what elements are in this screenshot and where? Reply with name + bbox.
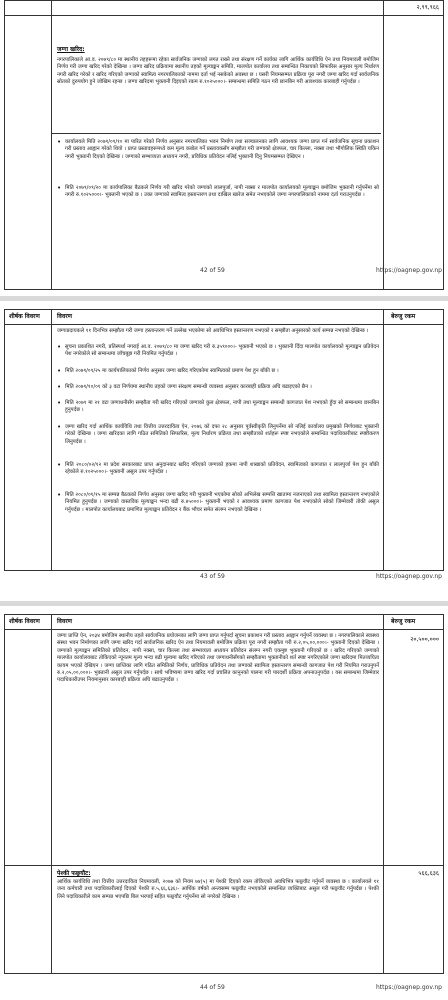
column-divider <box>383 310 384 570</box>
column-divider <box>51 310 52 570</box>
header-cell: विवरण <box>57 618 73 625</box>
list-item: • मिति २०७९/०९/२० मा कार्यपालिका बैठकले निर्णय गरी खरिद गरेको जग्गाको लालपुर्जा, नापी नक्सा र मालपोत कार्यालयको मूल्याङ्कन बमोजिम भुक्तानी गर्नुपर्नेमा सो नगरी रु.१०२५०००।- भुक्तानी भएको छ । उक्त जग्गाको स्वामित्व हस्तान्तरण तथा दाखिल खारेज समेत नभएकोले जग्गा नगरपालिकाको नाममा दर्ता गराउनुपर्दछ । <box>57 185 379 200</box>
footer-url: https://oagnep.gov.np <box>376 573 442 580</box>
document-page-44 <box>0 606 448 1000</box>
list-item: • मिति २०७९ मा २१ वटा जग्गाधनीसँग सम्झौता गरी खरिद गरिएको जग्गाको कुल क्षेत्रफल, नापी तथा मूल्याङ्कन सम्बन्धी कागजात पेश नभएको हुँदा सो सम्बन्धमा छानबिन हुनुपर्दछ । <box>57 400 379 415</box>
list-item: • मिति २०७९/१०/०१ को ३ वटा निर्णयमा स्थानीय तहको जग्गा संरक्षण सम्बन्धी व्यवस्था अनुसार कारबाही प्रक्रिया अघि बढाइएको छैन । <box>57 384 379 391</box>
amount-cell: २,९९,९६६ <box>416 4 439 11</box>
column-divider <box>51 1 52 289</box>
footer-url: https://oagnep.gov.np <box>376 984 442 991</box>
row-divider <box>5 865 443 866</box>
list-item: • कार्यालयले मिति २०७९/०९/१० मा पारित गरेको निर्णय अनुसार नगरपालिका भवन निर्माण तथा सञ्चालनका लागि आवश्यक जग्गा प्राप्त गर्न सार्वजनिक सूचना प्रकाशन गरी प्रस्ताव आह्वान गरेको थियो । प्राप्त प्रस्तावहरूमध्ये कम मूल्य कबोल गर्ने प्रस्तावकसँग सम्झौता गरी जग्गाको क्षेत्रफल, चार किल्ला, नक्सा तथा भौगोलिक स्थिति यकिन नगरी भुक्तानी दिएको देखिन्छ । जग्गाको सम्भाव्यता अध्ययन नगरी, प्रविधिक प्रतिवेदन नलिई भुक्तानी दिनु नियमसम्मत देखिएन । <box>57 139 379 161</box>
row-divider <box>5 15 443 16</box>
header-cell: विवरण <box>57 313 73 320</box>
page-number: 44 of 59 <box>200 984 225 991</box>
list-item: • मिति २०७९/०९/२५ मा कार्यपालिकाको निर्णय अनुसार जग्गा खरिद गरिएकोमा स्वामित्वको प्रमाण पेश हुन बाँकी छ । <box>57 368 379 375</box>
column-divider <box>51 615 52 973</box>
row-divider <box>51 133 381 134</box>
header-cell: बेरुजु रकम <box>391 618 416 625</box>
header-cell: बेरुजु रकम <box>391 313 416 320</box>
list-item: • मिति २०८०/०२/१२ मा प्रदेश सरकारबाट प्राप्त अनुदानबाट खरिद गरिएको जग्गाको हकमा नापी शाखाको प्रतिवेदन, स्वामित्वको कागजात र लालपुर्जा पेश हुन बाँकी रहेकोले रु.१०२५०००।- भुक्तानी असुल उपर गर्नुपर्दछ । <box>57 462 379 477</box>
page-number: 43 of 59 <box>200 573 225 580</box>
section-paragraph: जग्गाप्रदायकले ११ दिनभित्र सम्झौता गरी जग्गा हस्तान्तरण गर्ने उल्लेख भएकोमा सो अवधिभित्र हस्तान्तरण नभएको र सम्झौता अनुसारको कार्य सम्पन्न नभएको देखिन्छ । <box>57 328 369 334</box>
amount-cell: २०,५००,००० <box>410 636 439 643</box>
section-paragraph: नगरपालिकाले आ.व. २०७९/८० मा स्थानीय तहहरूमा रहेका सार्वजनिक जग्गाको लगत राख्ने तथा संरक्षण गर्ने कार्यका लागि आर्थिक कार्यविधि ऐन तथा नियमावली बमोजिम निर्णय गरी जग्गा खरिद गरेको देखिन्छ । जग्गा खरिद प्रक्रियामा स्थानीय तहको मूल्याङ्कन समिति, मालपोत कार्यालय तथा सम्बन्धित निकायको सिफारिस अनुसार मूल्य निर्धारण नगरी खरिद गरेको र खरिद गरिएको जग्गाको स्वामित्व नगरपालिकाको नाममा दर्ता भई नसकेको अवस्था छ । यसरी नियमसम्मत प्रक्रिया पूरा नगरी जग्गा खरिद गर्दा सार्वजनिक स्रोतको दुरुपयोग हुने जोखिम रहन्छ । जग्गा खरिदमा भुक्तानी दिइएको रकम रु.१०२५०००।- सम्बन्धमा समिति गठन गरी छानबिन गरी आवश्यक कारबाही गर्नुपर्दछ । <box>57 57 379 86</box>
document-page-42 <box>0 0 448 296</box>
list-item: • मिति २०८०/०१/१५ मा सम्पन्न बैठकको निर्णय अनुसार जग्गा खरिद गरी भुक्तानी भएकोमा सोको अभिलेख सम्पत्ति खातामा नजनाएको तथा स्वामित्व हस्तान्तरण नभएकोले नियमित हुनुपर्दछ । जग्गाको वास्तविक मूल्याङ्कन भन्दा बढी रु.४५०००।- भुक्तानी भएको र आवश्यक प्रमाण कागजात पेश नभएकोले सोको जिम्मेवारी तोकी असुल गर्नुपर्दछ । मालपोत कार्यालयबाट प्रमाणित मूल्याङ्कन प्रतिवेदन र बैंक भौचर समेत संलग्न नभएको देखिन्छ । <box>57 492 379 514</box>
list-item: • सूचना प्रकाशित नगरी, प्रतिस्पर्धा नगराई आ.व. २०७९/८० मा जग्गा खरिद गरी रु.३५९०००।- भुक्तानी भएको छ । भुक्तानी दिँदा मालपोत कार्यालयको मूल्याङ्कन प्रतिवेदन पेश नगरेकोले सो सम्बन्धमा जाँचबुझ गरी नियमित गर्नुपर्दछ । <box>57 344 379 359</box>
footer-url: https://oagnep.gov.np <box>376 267 442 274</box>
section-paragraph: आर्थिक कार्यविधि तथा वित्तीय उत्तरदायित्व नियमावली, २०७७ को नियम ७४(५) मा पेश्की दिएको रकम तोकिएको अवधिभित्र फछ्र्यौट गर्नुपर्ने व्यवस्था छ । कार्यालयले ११ जना कर्मचारी तथा पदाधिकारीलाई दिएको पेश्की रु.५,६६,६३६।- आर्थिक वर्षको अन्त्यसम्म फछ्र्यौट नभएकोले सम्बन्धित व्यक्तिबाट असुल गरी फछ्र्यौट गर्नुपर्दछ । पेश्की लिने पदाधिकारीले काम सम्पन्न भएपछि बिल भरपाई सहित फछ्र्यौट गर्नुपर्नेमा सो नगरेको देखिन्छ । <box>57 879 379 900</box>
table-header-row <box>5 310 443 325</box>
audit-table <box>4 614 444 974</box>
page-number: 42 of 59 <box>200 267 225 274</box>
section-title: पेश्की फछ्र्यौट: <box>57 870 91 877</box>
header-cell: शीर्षक विवरण <box>9 618 40 625</box>
audit-table <box>4 0 444 290</box>
list-item: • जग्गा खरिद गर्दा आर्थिक कार्यविधि तथा वित्तीय उत्तरदायित्व ऐन, २०७६ को दफा २८ अनुसार पूर्वस्वीकृति लिनुपर्नेमा सो नलिई कार्यालय प्रमुखको निर्णयबाट भुक्तानी गरेको देखिन्छ । जग्गा खरिदका लागि गठित समितिको सिफारिस, मूल्य निर्धारण प्रक्रिया तथा सम्झौताको शर्तहरू स्पष्ट नभएकोले सम्बन्धित पदाधिकारीबाट स्पष्टीकरण लिनुपर्दछ । <box>57 424 379 446</box>
audit-table <box>4 309 444 571</box>
column-divider <box>383 615 384 973</box>
header-cell: शीर्षक विवरण <box>9 313 40 320</box>
document-page-43 <box>0 301 448 601</box>
amount-cell: ५६६,६३६ <box>418 870 439 877</box>
table-header-row <box>5 615 443 630</box>
section-paragraph: जग्गा प्राप्ति ऐन, २०३४ बमोजिम स्थानीय तहले सार्वजनिक प्रयोजनका लागि जग्गा प्राप्त गर्नुपर्दा सूचना प्रकाशन गरी प्रस्ताव आह्वान गर्नुपर्ने व्यवस्था छ । नगरपालिकाले स्वास्थ्य संस्था भवन निर्माणका लागि जग्गा खरिद गर्दा सार्वजनिक खरिद ऐन तथा नियमावली बमोजिम प्रक्रिया पूरा नगरी सम्झौता गरी रु.२,०५,००,०००।- भुक्तानी दिएको देखिन्छ । जग्गाको मूल्याङ्कन समितिको प्रतिवेदन, नापी नक्सा, चार किल्ला तथा सम्भाव्यता अध्ययन प्रतिवेदन संलग्न नगरी एकमुष्ट भुक्तानी गरिएको छ । खरिद गरिएको जग्गाको मालपोत कार्यालयबाट तोकिएको न्यूनतम मूल्य भन्दा बढी मूल्यमा खरिद गरिएको तथा जग्गाधनीसँगको सम्झौतामा भुक्तानीको शर्त स्पष्ट नगरिएकोले जग्गा खरिदमा मितव्ययिता कायम भएको देखिएन । जग्गा प्राप्तिका लागि गठित समितिको निर्णय, प्राविधिक प्रतिवेदन तथा जग्गाको स्वामित्व हस्तान्तरण सम्बन्धी कागजात पेश गरी नियमित गराउनुपर्ने रु.२,०५,००,०००।- भुक्तानी असुल उपर गर्नुपर्दछ । साथै भविष्यमा जग्गा खरिद गर्दा प्रचलित कानुनको पालना गरी पारदर्शी प्रक्रिया अपनाउनुपर्दछ । यस सम्बन्धमा जिम्मेवार पदाधिकारीउपर नियमानुसार कारबाही प्रक्रिया अघि बढाउनुपर्दछ । <box>57 633 379 684</box>
column-divider <box>383 1 384 289</box>
section-title: जग्गा खरिद: <box>57 46 85 53</box>
